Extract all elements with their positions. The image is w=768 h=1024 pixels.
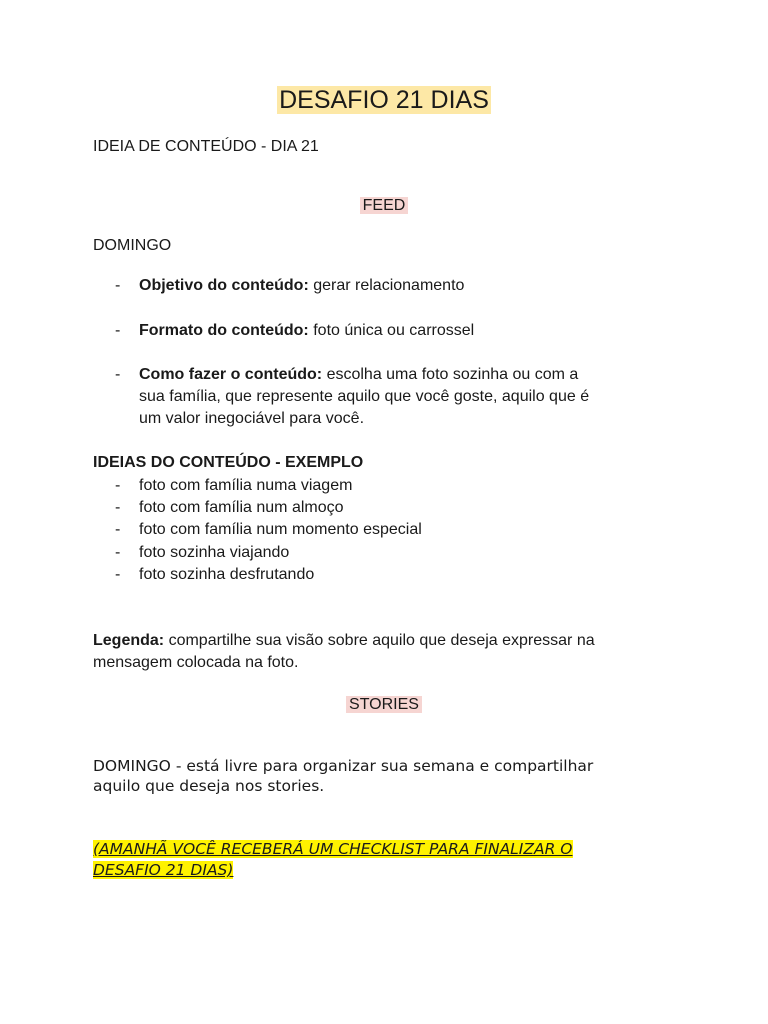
stories-line-1: DOMINGO - está livre para organizar sua semana e compartilhar bbox=[93, 757, 594, 775]
legend-text: compartilhe sua visão sobre aquilo que deseja expressar na bbox=[168, 632, 595, 649]
feed-heading-text: FEED bbox=[360, 197, 409, 214]
feed-item-label: Como fazer o conteúdo: bbox=[139, 366, 323, 383]
feed-day: DOMINGO bbox=[93, 237, 172, 254]
list-item: foto com família num almoço bbox=[139, 499, 344, 516]
page-title-text: DESAFIO 21 DIAS bbox=[279, 86, 489, 114]
list-item: foto sozinha viajando bbox=[139, 544, 290, 561]
feed-item-label: Objetivo do conteúdo: bbox=[139, 277, 309, 294]
feed-item-value: foto única ou carrossel bbox=[313, 322, 475, 339]
bullet-dash: - bbox=[115, 521, 121, 538]
feed-item-objective-line bbox=[139, 275, 464, 297]
bullet-dash: - bbox=[115, 544, 121, 561]
bullet-dash: - bbox=[115, 477, 121, 494]
list-item: foto sozinha desfrutando bbox=[139, 566, 315, 583]
bullet-dash: - bbox=[115, 499, 121, 516]
subtitle: IDEIA DE CONTEÚDO - DIA 21 bbox=[93, 138, 319, 155]
feed-item-how-line-3: um valor inegociável para você. bbox=[139, 410, 365, 427]
legend-line-2: mensagem colocada na foto. bbox=[93, 654, 299, 671]
list-item: foto com família numa viagem bbox=[139, 477, 353, 494]
feed-heading bbox=[0, 195, 768, 217]
page-title bbox=[0, 84, 768, 116]
feed-item-value: gerar relacionamento bbox=[313, 277, 465, 294]
feed-item-format-line bbox=[139, 320, 474, 342]
list-item: foto com família num momento especial bbox=[139, 521, 422, 538]
feed-item-label: Formato do conteúdo: bbox=[139, 322, 309, 339]
feed-item-value: escolha uma foto sozinha ou com a bbox=[326, 366, 579, 383]
bullet-dash: - bbox=[115, 366, 121, 383]
notice-text: DESAFIO 21 DIAS) bbox=[93, 861, 234, 879]
bullet-dash: - bbox=[115, 566, 121, 583]
notice-text: (AMANHÃ VOCÊ RECEBERÁ UM CHECKLIST PARA FINALIZAR O bbox=[93, 840, 573, 858]
stories-line-2: aquilo que deseja nos stories. bbox=[93, 777, 325, 795]
legend-label: Legenda: bbox=[93, 632, 165, 649]
feed-item-how-line-2: sua família, que represente aquilo que você goste, aquilo que é bbox=[139, 388, 590, 405]
legend-line-1 bbox=[93, 630, 595, 652]
bullet-dash: - bbox=[115, 277, 121, 294]
notice-line-1 bbox=[93, 839, 573, 860]
ideas-heading: IDEIAS DO CONTEÚDO - EXEMPLO bbox=[93, 454, 364, 471]
feed-item-how-line-1 bbox=[139, 364, 578, 386]
stories-heading-text: STORIES bbox=[346, 696, 422, 713]
bullet-dash: - bbox=[115, 322, 121, 339]
stories-heading bbox=[0, 694, 768, 716]
notice-line-2 bbox=[93, 860, 233, 881]
